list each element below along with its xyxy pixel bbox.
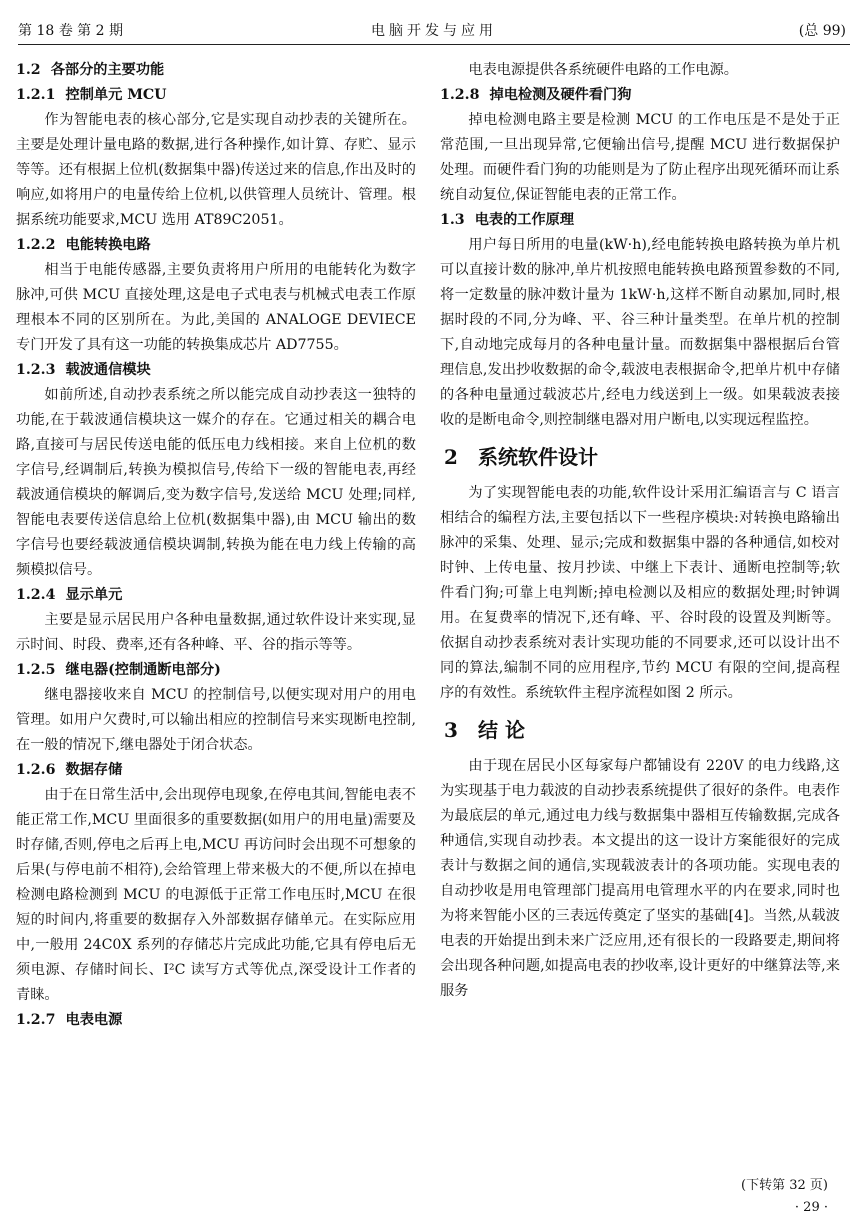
section-heading: [440, 433, 840, 481]
paragraph: 如前所述,自动抄表系统之所以能完成自动抄表这一独特的功能,在于载波通信模块这一媒介的存在。它通过相关的耦合电路,直接可与居民传送电能的低压电力线相接。来自上位机的数字信号,经调制后,转换为模拟信号,传给下一级的智能电表,再经载波通信模块的解调后,变为数字信号,发送给 MCU 处理;同样,智能电表要传送信息给上位机(数据集中器),由 MCU 输出的数字信号也要经载波通信模块调制,转换为能在电力线上传输的高频模拟信号。: [16, 387, 416, 578]
heading-text: 电能转换电路: [65, 237, 151, 253]
total-issue-number: (总 99): [798, 23, 846, 39]
subsubsection-heading: [16, 583, 416, 608]
subsubsection-heading: [16, 83, 416, 108]
heading-text: 系统软件设计: [478, 445, 598, 469]
heading-text: 显示单元: [65, 587, 123, 603]
heading-number: 1.2.1: [16, 87, 56, 103]
paragraph: 继电器接收来自 MCU 的控制信号,以便实现对用户的用电管理。如用户欠费时,可以输出相应的控制信号来实现断电控制,在一般的情况下,继电器处于闭合状态。: [16, 687, 416, 753]
heading-number: 1.2.2: [16, 237, 56, 253]
paragraph: 电表电源提供各系统硬件电路的工作电源。: [468, 62, 738, 78]
section-heading: [440, 706, 840, 754]
subsubsection-heading: [16, 233, 416, 258]
heading-text: 继电器(控制通断电部分): [65, 662, 221, 678]
subsubsection-heading: [16, 658, 416, 683]
heading-number: 1.3: [440, 212, 465, 228]
heading-text: 电表电源: [65, 1012, 123, 1028]
heading-number: 1.2.8: [440, 87, 480, 103]
journal-title: 电脑开发与应用: [371, 23, 497, 39]
paragraph: 用户每日所用的电量(kW·h),经电能转换电路转换为单片机可以直接计数的脉冲,单片机按照电能转换电路预置参数的不同,将一定数量的脉冲数计量为 1kW·h,这样不断自动累加,同时,根据时段的不同,分为峰、平、谷三种计量类型。在单片机的控制下,自动地完成每月的各种电量计量。而数据集中器根据后台管理信息,发出抄收数据的命令,载波电表根据命令,把单片机中存储的各种电量通过载波芯片,经电力线送到上一级。如果载波表接收的是断电命令,则控制继电器对用户断电,以实现远程监控。: [440, 237, 840, 428]
subsubsection-heading: [16, 758, 416, 783]
running-header: [18, 14, 850, 45]
subsection-heading: [16, 58, 416, 83]
heading-number: 1.2.5: [16, 662, 56, 678]
subsubsection-heading: [440, 83, 840, 108]
heading-number: 2: [444, 445, 458, 469]
paragraph: 掉电检测电路主要是检测 MCU 的工作电压是不是处于正常范围,一旦出现异常,它便输出信号,提醒 MCU 进行数据保护处理。而硬件看门狗的功能则是为了防止程序出现死循环而让系统自动复位,保证智能电表的正常工作。: [440, 112, 840, 203]
heading-number: 1.2.7: [16, 1012, 56, 1028]
paragraph: 由于在日常生活中,会出现停电现象,在停电其间,智能电表不能正常工作,MCU 里面很多的重要数据(如用户的用电量)需要及时存储,否则,停电之后再上电,MCU 再访问时会出现不可想象的后果(与停电前不相符),会给管理上带来极大的不便,所以在掉电检测电路检测到 MCU 的电源低于正常工作电压时,MCU 在很短的时间内,将重要的数据存入外部数据存储单元。在实际应用中,一般用 24C0X 系列的存储芯片完成此功能,它具有停电后无须电源、存储时间长、I²C 读写方式等优点,深受设计工作者的青睐。: [16, 787, 416, 1003]
heading-text: 控制单元 MCU: [65, 87, 167, 103]
subsubsection-heading: [16, 358, 416, 383]
continued-note: (下转第 32 页): [741, 1178, 828, 1193]
paragraph: 由于现在居民小区每家每户都铺设有 220V 的电力线路,这为实现基于电力载波的自动抄表系统提供了很好的条件。电表作为最底层的单元,通过电力线与数据集中器相互传输数据,完成各种通信,实现自动抄表。本文提出的这一设计方案能很好的完成表计与数据之间的通信,实现载波表计的各项功能。实现电表的自动抄收是用电管理部门提高用电管理水平的内在要求,同时也为将来智能小区的三表远传奠定了坚实的基础[4]。当然,从载波电表的开始提出到未来广泛应用,还有很长的一段路要走,期间将会出现各种问题,如提高电表的抄收率,设计更好的中继算法等,来服务: [440, 758, 840, 999]
left-column: [16, 58, 416, 1033]
heading-number: 1.2.4: [16, 587, 56, 603]
heading-number: 1.2.3: [16, 362, 56, 378]
journal-volume-issue: 第 18 卷 第 2 期: [18, 23, 123, 39]
heading-text: 结 论: [478, 718, 525, 742]
heading-number: 1.2.6: [16, 762, 56, 778]
paragraph: 主要是显示居民用户各种电量数据,通过软件设计来实现,显示时间、时段、费率,还有各种峰、平、谷的指示等等。: [16, 612, 416, 653]
heading-text: 各部分的主要功能: [50, 62, 165, 78]
heading-text: 电表的工作原理: [474, 212, 575, 228]
subsection-heading: [440, 208, 840, 233]
paragraph: 作为智能电表的核心部分,它是实现自动抄表的关键所在。主要是处理计量电路的数据,进行各种操作,如计算、存贮、显示等等。还有根据上位机(数据集中器)传送过来的信息,作出及时的响应,如将用户的电量传给上位机,以供管理人员统计、管理。根据系统功能要求,MCU 选用 AT89C2051。: [16, 112, 416, 228]
heading-text: 掉电检测及硬件看门狗: [489, 87, 632, 103]
paragraph: 为了实现智能电表的功能,软件设计采用汇编语言与 C 语言相结合的编程方法,主要包括以下一些程序模块:对转换电路输出脉冲的采集、处理、显示;完成和数据集中器的各种通信,如校对时钟、上传电量、按月抄读、中继上下表计、通断电控制等;软件看门狗;可靠上电判断;掉电检测以及相应的数据处理;时钟调用。在复费率的情况下,还有峰、平、谷时段的设置及判断等。依据自动抄表系统对表计实现功能的不同要求,还可以设计出不同的算法,编制不同的应用程序,节约 MCU 有限的空间,提高程序的有效性。系统软件主程序流程如图 2 所示。: [440, 485, 840, 701]
page-number: · 29 ·: [794, 1200, 828, 1215]
paragraph: 相当于电能传感器,主要负责将用户所用的电能转化为数字脉冲,可供 MCU 直接处理,这是电子式电表与机械式电表工作原理根本不同的区别所在。为此,美国的 ANALOGE DEVIECE 专门开发了具有这一功能的转换集成芯片 AD7755。: [16, 262, 416, 353]
heading-number: 1.2: [16, 62, 41, 78]
heading-text: 载波通信模块: [65, 362, 151, 378]
heading-text: 数据存储: [65, 762, 123, 778]
heading-number: 3: [444, 718, 458, 742]
subsubsection-heading: [16, 1008, 416, 1033]
right-column: [440, 58, 840, 1004]
